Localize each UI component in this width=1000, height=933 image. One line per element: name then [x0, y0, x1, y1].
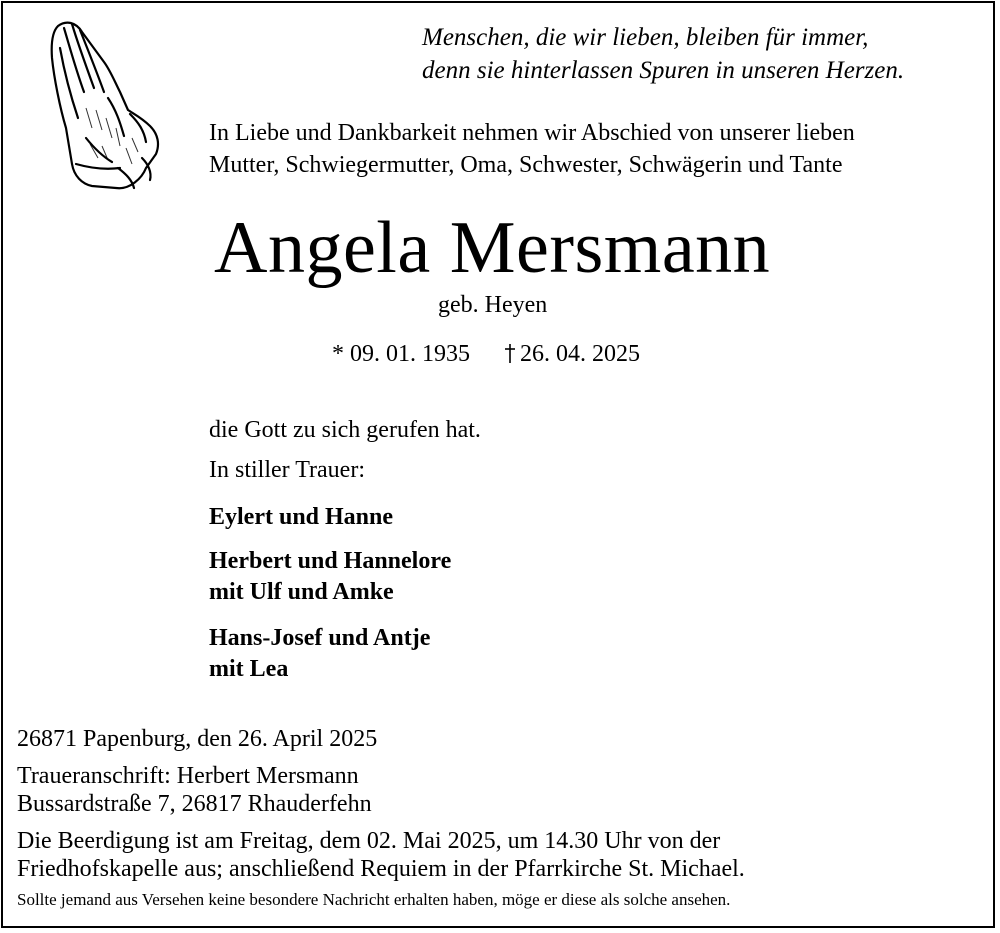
mourner-group-1: Eylert und Hanne [209, 504, 394, 530]
place-date: 26871 Papenburg, den 26. April 2025 [17, 726, 378, 752]
mourner-group-3: Hans-Josef und Antje [209, 625, 431, 651]
mourning-address-street: Bussardstraße 7, 26817 Rhauderfehn [17, 791, 372, 817]
quote-line-2: denn sie hinterlassen Spuren in unseren Herzen. [422, 57, 905, 84]
death-date: 26. 04. 2025 [520, 341, 640, 367]
intro-line-2: Mutter, Schwiegermutter, Oma, Schwester, Schwägerin und Tante [209, 152, 843, 178]
funeral-info-line-1: Die Beerdigung ist am Freitag, dem 02. Mai 2025, um 14.30 Uhr von der [17, 828, 721, 854]
deceased-name: Angela Mersmann [214, 207, 771, 289]
life-dates [332, 341, 640, 368]
mourner-group-3-children: mit Lea [209, 656, 289, 682]
mourning-address-label: Traueranschrift: Herbert Mersmann [17, 763, 359, 789]
mourning-heading: In stiller Trauer: [209, 457, 365, 483]
mourner-group-2-children: mit Ulf und Amke [209, 579, 394, 605]
quote-line-1: Menschen, die wir lieben, bleiben für immer, [422, 24, 869, 51]
mourner-group-2: Herbert und Hannelore [209, 548, 452, 574]
intro-line-1: In Liebe und Dankbarkeit nehmen wir Abschied von unserer lieben [209, 120, 855, 146]
praying-hands-icon [46, 18, 164, 194]
birth-date: * 09. 01. 1935 [332, 341, 470, 367]
called-by-god-text: die Gott zu sich gerufen hat. [209, 417, 481, 443]
birth-name: geb. Heyen [438, 292, 548, 318]
notification-note: Sollte jemand aus Versehen keine besondere Nachricht erhalten haben, möge er diese als solche ansehen. [17, 890, 731, 909]
funeral-info-line-2: Friedhofskapelle aus; anschließend Requiem in der Pfarrkirche St. Michael. [17, 856, 745, 882]
cross-icon [504, 341, 516, 368]
